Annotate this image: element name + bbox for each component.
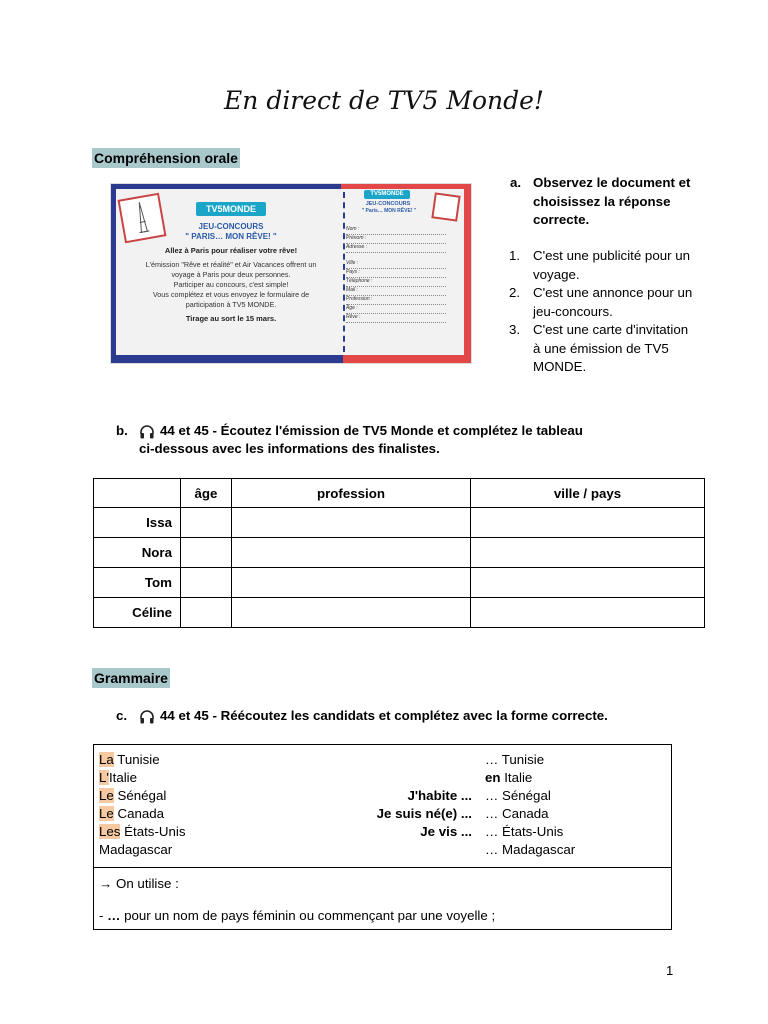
cell-city[interactable] <box>471 598 705 628</box>
cell-city[interactable] <box>471 538 705 568</box>
option-2[interactable]: 2. C'est une annonce pour un jeu-concours. <box>509 285 693 319</box>
question-a-prompt: Observez le document et choisissez la réponse correcte. <box>533 175 691 227</box>
cell-age[interactable] <box>181 508 232 538</box>
cell-profession[interactable] <box>232 508 471 538</box>
question-c-text: 44 et 45 - Réécoutez les candidats et complétez avec la forme correcte. <box>160 708 608 723</box>
row-label: Nora <box>94 538 181 568</box>
list-item: L'Italie <box>99 770 138 785</box>
tv5monde-logo-small: TV5MONDE <box>364 190 410 199</box>
question-c-letter: c. <box>116 708 128 723</box>
verb-phrases: J'habite ... Je suis né(e) ... Je vis ... <box>376 788 472 839</box>
cell-city[interactable] <box>471 568 705 598</box>
list-item[interactable]: … États-Unis <box>485 824 564 839</box>
postcard-right-slogan: " Paris… MON RÊVE! " <box>361 208 417 214</box>
headphones-icon[interactable] <box>139 424 155 440</box>
page-number: 1 <box>666 963 674 978</box>
question-b-text-line1: 44 et 45 - Écoutez l'émission de TV5 Monde et complétez le tableau <box>160 423 583 438</box>
list-item[interactable]: … Canada <box>485 806 549 821</box>
small-stamp-icon <box>431 192 460 221</box>
cell-age[interactable] <box>181 598 232 628</box>
list-item[interactable]: … Tunisie <box>485 752 545 767</box>
postcard-slogan: " PARIS… MON RÊVE! " <box>185 232 277 241</box>
table-header-row <box>94 479 705 508</box>
finalists-table <box>93 478 705 628</box>
list-item: Madagascar <box>99 842 173 857</box>
list-item: Les États-Unis <box>99 824 186 839</box>
eiffel-stamp-icon <box>117 193 166 244</box>
list-item: Le Canada <box>99 806 165 821</box>
postcard-right-contest: JEU-CONCOURS <box>365 201 411 207</box>
header-age: âge <box>181 479 232 508</box>
section-heading-grammaire: Grammaire <box>94 670 168 686</box>
cell-city[interactable] <box>471 508 705 538</box>
table-row <box>94 538 705 568</box>
contest-postcard-image: TV5MONDE JEU-CONCOURS " PARIS… MON RÊVE! " Allez à Paris pour réaliser votre rêve! L'émission "Rêve et réalité" et Air Vacances offrent un voyage à Paris pour deux personnes. Participer au concours, c'est simple! Vous complétez et vous envoyez le formulaire de participation à TV5 MONDE. Tirage au sort le 15 mars. TV5MONDE JEU-CONCOURS " Paris… MON RÊVE! " Nom : Prénom : Adresse : Ville : Pays : Téléphone : Mail : Profession : Âge : Rêve : <box>110 183 472 364</box>
table-row <box>94 508 705 538</box>
page-title: En direct de TV5 Monde! <box>224 86 544 115</box>
postcard-contest-title: JEU-CONCOURS <box>198 222 264 231</box>
list-item[interactable]: … Madagascar <box>485 842 576 857</box>
postcard-body: L'émission "Rêve et réalité" et Air Vacances offrent un voyage à Paris pour deux personnes. Participer au concours, c'est simple! Vous complétez et vous envoyez le formulaire de participation à TV5 MONDE. <box>145 260 317 309</box>
cell-age[interactable] <box>181 538 232 568</box>
row-label: Céline <box>94 598 181 628</box>
postcard-draw-date: Tirage au sort le 15 mars. <box>185 314 277 323</box>
question-b-text-line2: ci-dessous avec les informations des finalistes. <box>139 441 440 456</box>
row-label: Tom <box>94 568 181 598</box>
header-profession: profession <box>232 479 471 508</box>
postcard-tagline: Allez à Paris pour réaliser votre rêve! <box>164 246 298 255</box>
country-list-left <box>99 751 185 859</box>
question-b-letter: b. <box>116 423 128 438</box>
section-heading-comprehension: Compréhension orale <box>94 150 238 166</box>
list-item: La Tunisie <box>99 752 160 767</box>
header-city-country: ville / pays <box>471 479 705 508</box>
table-row <box>94 598 705 628</box>
grammar-box-divider <box>94 867 671 868</box>
rule-intro: → On utilise : <box>99 876 179 891</box>
tv5monde-logo: TV5MONDE <box>196 202 266 216</box>
cell-age[interactable] <box>181 568 232 598</box>
list-item[interactable]: en Italie <box>485 770 533 785</box>
cell-profession[interactable] <box>232 598 471 628</box>
question-a-letter: a. <box>510 175 522 190</box>
cell-profession[interactable] <box>232 538 471 568</box>
row-label: Issa <box>94 508 181 538</box>
rule-line[interactable]: - … pour un nom de pays féminin ou commençant par une voyelle ; <box>99 908 496 923</box>
postcard-divider <box>343 192 345 352</box>
question-a-options <box>509 247 709 377</box>
list-item[interactable]: … Sénégal <box>485 788 551 803</box>
table-row <box>94 568 705 598</box>
headphones-icon[interactable] <box>139 709 155 725</box>
cell-profession[interactable] <box>232 568 471 598</box>
grammar-box <box>93 744 672 930</box>
option-1[interactable]: 1. C'est une publicité pour un voyage. <box>509 248 691 282</box>
list-item: Le Sénégal <box>99 788 167 803</box>
option-3[interactable]: 3. C'est une carte d'invitation à une émission de TV5 MONDE. <box>509 322 689 374</box>
country-list-right <box>485 751 575 859</box>
